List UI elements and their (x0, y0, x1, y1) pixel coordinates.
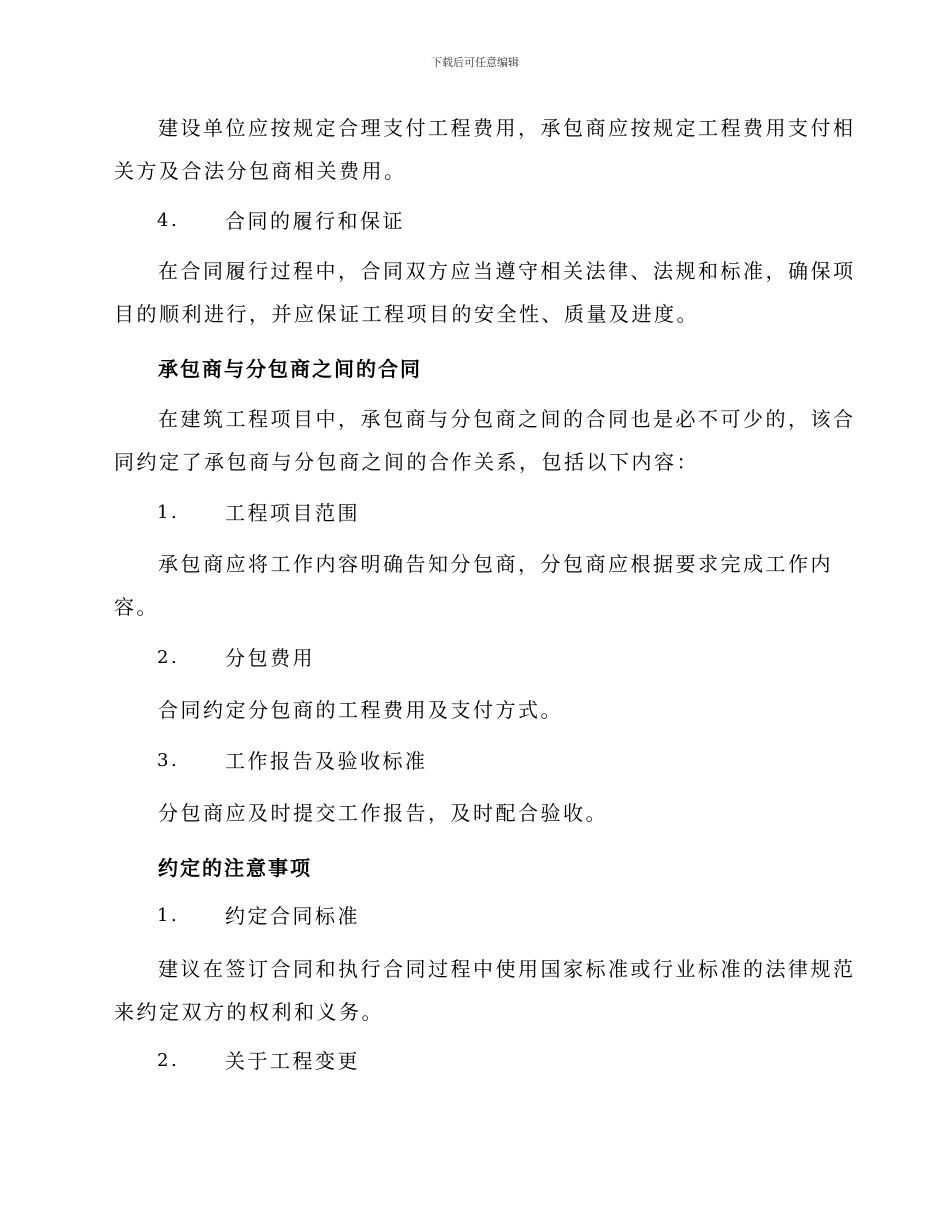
paragraph-line: 关方及合法分包商相关费用。 (114, 159, 407, 183)
section-heading: 约定的注意事项 (158, 856, 312, 880)
paragraph (114, 250, 856, 336)
section-heading: 承包商与分包商之间的合同 (158, 357, 422, 381)
paragraph-line: 来约定双方的权利和义务。 (114, 1000, 384, 1024)
item-number: 1. (157, 905, 180, 926)
item-number: 1. (157, 502, 180, 523)
numbered-item (0, 643, 950, 673)
item-text: 工程项目范围 (225, 501, 360, 525)
paragraph-line: 在合同履行过程中，合同双方应当遵守相关法律、法规和标准，确保项 (158, 259, 856, 283)
paragraph-line: 建设单位应按规定合理支付工程费用，承包商应按规定工程费用支付相 (158, 116, 856, 140)
item-text: 分包费用 (225, 646, 315, 670)
paragraph-line: 容。 (114, 595, 159, 619)
paragraph-line: 建议在签订合同和执行合同过程中使用国家标准或行业标准的法律规范 (158, 957, 856, 981)
item-text: 合同的履行和保证 (225, 209, 405, 233)
paragraph-line: 合同约定分包商的工程费用及支付方式。 (158, 698, 563, 722)
item-text: 工作报告及验收标准 (225, 749, 428, 773)
item-number: 2. (157, 1050, 180, 1071)
paragraph (114, 398, 856, 484)
numbered-item (0, 206, 950, 236)
item-number: 4. (157, 210, 180, 231)
numbered-item (0, 901, 950, 931)
paragraph (114, 689, 563, 732)
item-text: 关于工程变更 (225, 1049, 360, 1073)
paragraph-line: 分包商应及时提交工作报告，及时配合验收。 (158, 801, 608, 825)
item-number: 2. (157, 647, 180, 668)
paragraph (114, 792, 608, 835)
paragraph (114, 543, 833, 629)
paragraph (114, 107, 856, 193)
paragraph (114, 948, 856, 1034)
item-text: 约定合同标准 (225, 904, 360, 928)
numbered-item (0, 1046, 950, 1076)
paragraph-line: 承包商应将工作内容明确告知分包商，分包商应根据要求完成工作内 (158, 552, 833, 576)
page-header: 下载后可任意编辑 (431, 56, 519, 69)
item-number: 3. (157, 750, 180, 771)
paragraph-line: 同约定了承包商与分包商之间的合作关系，包括以下内容： (114, 450, 699, 474)
numbered-item (0, 498, 950, 528)
paragraph-line: 目的顺利进行，并应保证工程项目的安全性、质量及进度。 (114, 302, 699, 326)
numbered-item (0, 746, 950, 776)
paragraph-line: 在建筑工程项目中，承包商与分包商之间的合同也是必不可少的，该合 (158, 407, 856, 431)
